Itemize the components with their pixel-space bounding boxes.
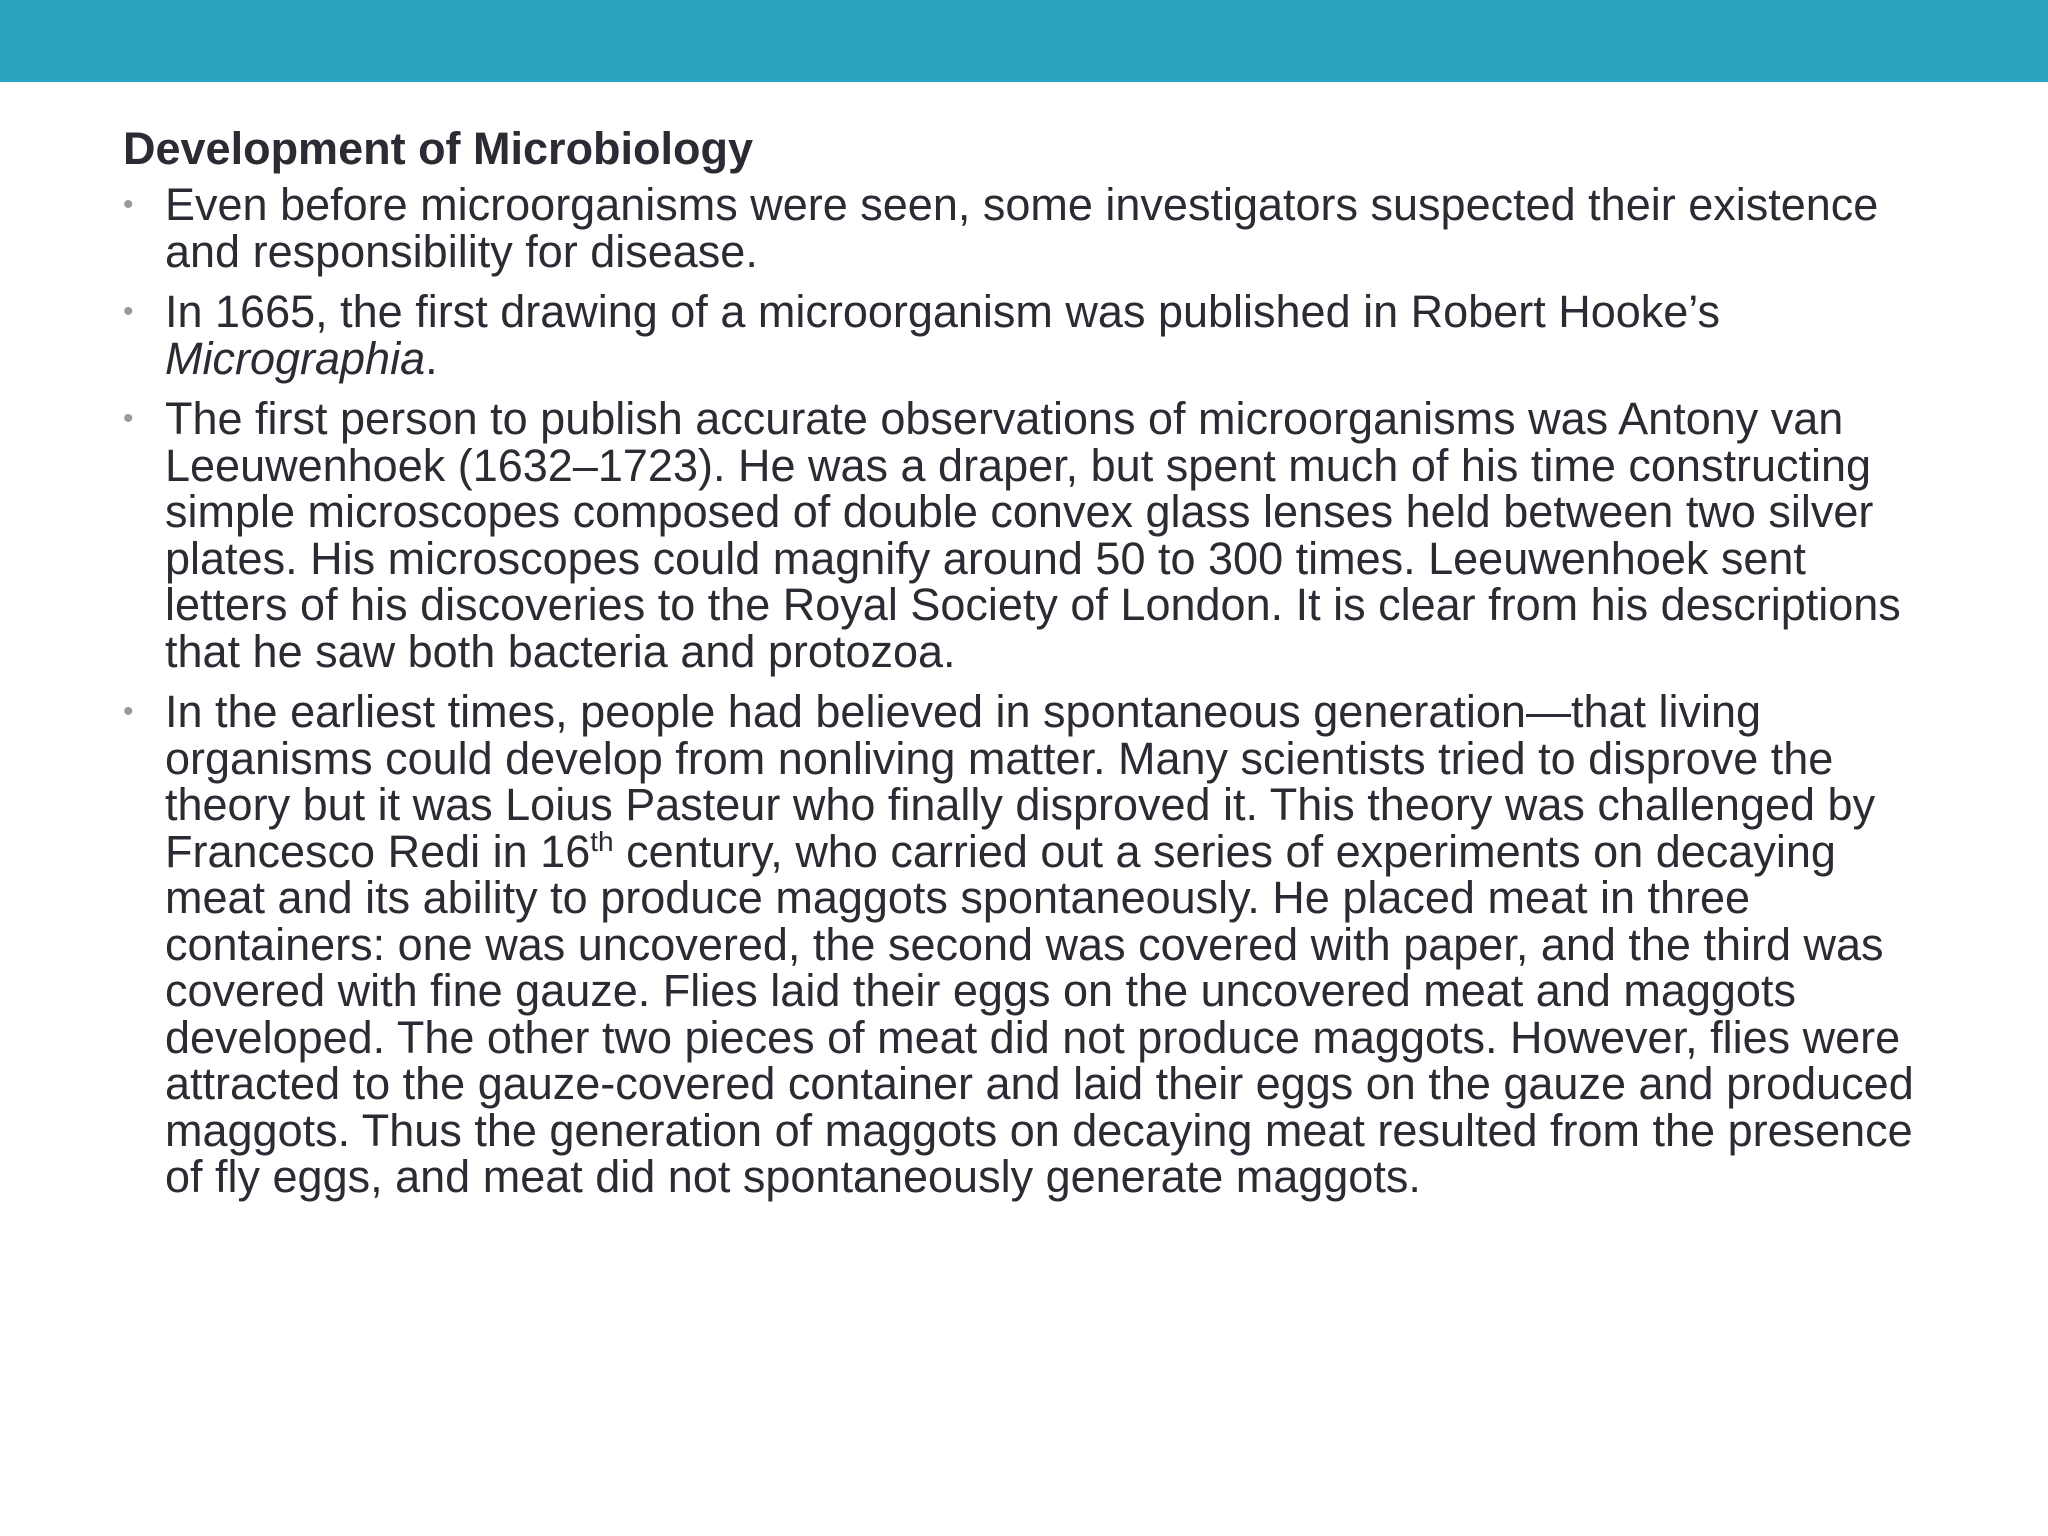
bullet-dot-icon: • — [123, 402, 134, 435]
italic-text: Micrographia — [165, 332, 426, 384]
text-run: . — [425, 332, 438, 384]
bullet-dot-icon: • — [123, 188, 134, 221]
text-run: In the earliest times, people had believed in spontaneous generation—that living organisms could develop from nonliving matter. Many scientists tried to disprove the theory but it was Loius Pasteur who finally disproved it. This theory was challenged by Francesco Redi in 16 — [165, 686, 1876, 877]
slide-content — [123, 120, 1933, 1215]
text-run: century, who carried out a series of experiments on decaying meat and its ability to produce maggots spontaneously. He placed meat in three containers: one was uncovered, the second was covered with paper, and the third was covered with fine gauze. Flies laid their eggs on the uncovered meat and maggots developed. The other two pieces of meat did not produce maggots. However, flies were attracted to the gauze-covered container and laid their eggs on the gauze and produced maggots. Thus the generation of maggots on decaying meat resulted from the presence of fly eggs, and meat did not spontaneously generate maggots. — [165, 825, 1914, 1202]
bullet-list — [123, 179, 1933, 1202]
bullet-item — [123, 686, 1933, 1202]
bullet-text — [165, 393, 1901, 677]
text-run: In 1665, the first drawing of a microorganism was published in Robert Hooke’s — [165, 286, 1720, 337]
bullet-dot-icon: • — [123, 295, 134, 328]
header-bar — [0, 0, 2048, 82]
superscript-text: th — [590, 825, 614, 857]
bullet-item — [123, 393, 1933, 677]
bullet-item — [123, 286, 1933, 384]
bullet-text — [165, 286, 1720, 384]
text-run: The first person to publish accurate observations of microorganisms was Antony van Leeuwenhoek (1632–1723). He was a draper, but spent much of his time constructing simple microscopes composed of double convex glass lenses held between two silver plates. His microscopes could magnify around 50 to 300 times. Leeuwenhoek sent letters of his discoveries to the Royal Society of London. It is clear from his descriptions that he saw both bacteria and protozoa. — [165, 393, 1901, 677]
slide-title: Development of Microbiology — [123, 123, 754, 174]
bullet-item — [123, 179, 1933, 277]
bullet-dot-icon: • — [123, 695, 134, 728]
bullet-text — [165, 179, 1878, 277]
text-run: Even before microorganisms were seen, some investigators suspected their existence and responsibility for disease. — [165, 179, 1879, 277]
bullet-text — [165, 686, 1914, 1202]
